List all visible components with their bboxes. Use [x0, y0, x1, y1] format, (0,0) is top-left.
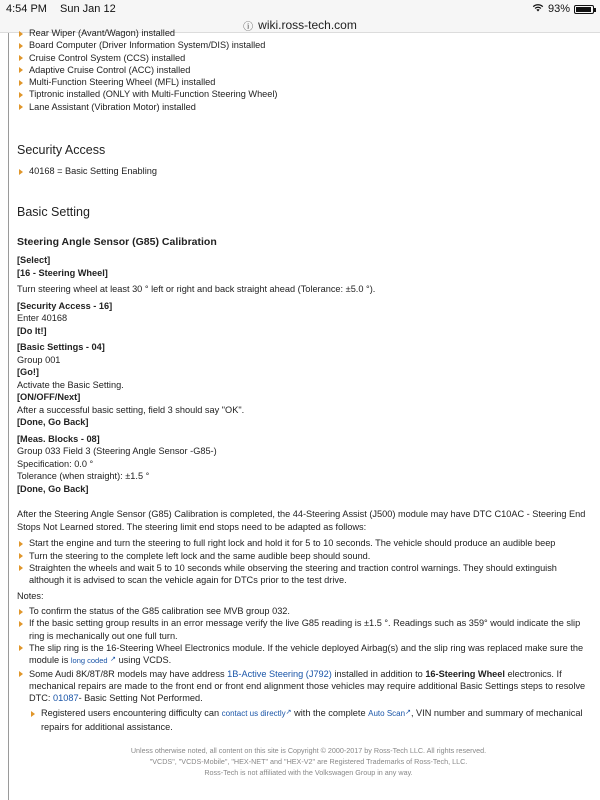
list-item: Adaptive Cruise Control (ACC) installed	[17, 64, 600, 76]
list-item: Lane Assistant (Vibration Motor) installed	[17, 101, 600, 113]
status-bar	[0, 0, 600, 18]
status-date: Sun Jan 12	[60, 3, 116, 15]
note-text: installed in addition to	[331, 668, 426, 679]
list-item: Multi-Function Steering Wheel (MFL) installed	[17, 76, 600, 88]
note-text: electronics. If mechanical repairs are made to the front end or front end alignment those vehicles may require additional Basic Settings steps to resolve DTC:	[29, 668, 586, 704]
list-item: Straighten the wheels and wait 5 to 10 seconds while observing the steering and traction control warnings. They should extinguish although it is advised to scan the vehicle again for DTCs prior to the test drive.	[17, 562, 588, 587]
note-text: using VCDS.	[116, 655, 172, 666]
steering-wheel-bold: 16-Steering Wheel	[425, 668, 505, 679]
spec-text: Specification: 0.0 °	[17, 458, 94, 469]
long-coded-link[interactable]: long coded	[70, 656, 108, 666]
steps-list	[17, 537, 600, 586]
list-item: If the basic setting group results in an error message verify the live G85 reading is ±1.5 °. Readings such as 359° would indicate the slip ring is mechanically out one full turn.	[17, 617, 588, 642]
list-item: Turn the steering to the complete left lock and the same audible beep should sound.	[17, 550, 588, 562]
do-it-label: [Do It!]	[17, 325, 47, 336]
auto-scan-link[interactable]: Auto Scan	[368, 709, 406, 719]
meas-blocks-label: [Meas. Blocks - 08]	[17, 433, 100, 444]
notes-label: Notes:	[17, 590, 44, 601]
notes-list	[17, 605, 600, 704]
list-item	[29, 707, 588, 733]
list-item: Rear Wiper (Avant/Wagon) installed	[17, 27, 600, 39]
tolerance-text: Tolerance (when straight): ±1.5 °	[17, 471, 150, 482]
list-item: 40168 = Basic Setting Enabling	[17, 165, 600, 177]
external-link-icon[interactable]: ↗	[110, 656, 117, 664]
note-text: - Basic Setting Not Performed.	[78, 693, 203, 704]
list-item: Board Computer (Driver Information System/DIS) installed	[17, 39, 600, 51]
list-item	[17, 642, 588, 668]
select-label: [Select]	[17, 255, 51, 266]
footer-copyright: Unless otherwise noted, all content on this site is Copyright © 2000-2017 by Ross-Tech LLC. All rights reserved.	[130, 746, 487, 756]
activate-text: Activate the Basic Setting.	[17, 379, 124, 390]
registered-text: with the complete	[291, 708, 369, 719]
basic-settings-label: [Basic Settings - 04]	[17, 342, 105, 353]
calibration-heading: Steering Angle Sensor (G85) Calibration	[17, 236, 217, 249]
turn-text: Turn steering wheel at least 30 ° left or right and back straight ahead (Tolerance: ±5.0 °).	[17, 284, 376, 295]
after-paragraph: After the Steering Angle Sensor (G85) Calibration is completed, the 44-Steering Assist (J500) module may have DTC C10AC - Steering End Stops Not Learned stored. The steering limit end stops need to be adapted as follows:	[17, 509, 586, 532]
list-item: Tiptronic installed (ONLY with Multi-Function Steering Wheel)	[17, 88, 600, 100]
security-access-label: [Security Access - 16]	[17, 300, 113, 311]
footer	[17, 745, 600, 778]
footer-affiliation: Ross-Tech is not affiliated with the Volkswagen Group in any way.	[204, 768, 413, 778]
security-heading: Security Access	[17, 143, 106, 158]
contact-link[interactable]: contact us directly	[221, 709, 286, 719]
registered-text: Registered users encountering difficulty can	[41, 708, 222, 719]
list-item: Cruise Control System (CCS) installed	[17, 52, 600, 64]
basic-setting-heading: Basic Setting	[17, 205, 90, 220]
url-text[interactable]: wiki.ross-tech.com	[258, 18, 357, 32]
list-item	[17, 668, 588, 705]
after-success-text: After a successful basic setting, field 3 should say "OK".	[17, 404, 245, 415]
done-label: [Done, Go Back]	[17, 483, 89, 494]
status-time: 4:54 PM	[6, 3, 47, 15]
feature-list	[17, 27, 600, 113]
registered-list	[17, 707, 600, 733]
security-list	[17, 165, 600, 177]
battery-percent: 93%	[547, 3, 570, 15]
active-steering-link[interactable]: 1B-Active Steering (J792)	[227, 668, 332, 679]
enter-code: Enter 40168	[17, 313, 68, 324]
wifi-icon	[532, 3, 544, 15]
external-link-icon[interactable]: ↗	[285, 709, 292, 717]
battery-icon	[574, 5, 594, 14]
done-label: [Done, Go Back]	[17, 417, 89, 428]
steering-wheel-label: [16 - Steering Wheel]	[17, 267, 108, 278]
registered-text: , VIN number and summary of mechanical repairs for additional assistance.	[41, 708, 583, 732]
footer-trademark: "VCDS", "VCDS-Mobile", "HEX-NET" and "HEX-V2" are Registered Trademarks of Ross-Tech, LLC.	[149, 757, 468, 767]
group-text: Group 001	[17, 354, 61, 365]
note-text: Some Audi 8K/8T/8R models may have address	[29, 668, 228, 679]
list-item: To confirm the status of the G85 calibration see MVB group 032.	[17, 605, 588, 617]
go-label: [Go!]	[17, 367, 39, 378]
dtc-link[interactable]: 01087	[53, 693, 79, 704]
external-link-icon[interactable]: ↗	[405, 709, 411, 717]
group033-text: Group 033 Field 3 (Steering Angle Sensor -G85-)	[17, 446, 217, 457]
page-info-icon[interactable]: ⓘ	[243, 21, 254, 33]
list-item: Start the engine and turn the steering to full right lock and hold it for 5 to 10 seconds. The vehicle should produce an audible beep	[17, 537, 588, 549]
on-off-label: [ON/OFF/Next]	[17, 392, 81, 403]
article-content	[8, 28, 600, 800]
note-text: The slip ring is the 16-Steering Wheel Electronics module. If the vehicle deployed Airbag(s) and the slip ring was replaced make sure the module is	[29, 642, 584, 666]
